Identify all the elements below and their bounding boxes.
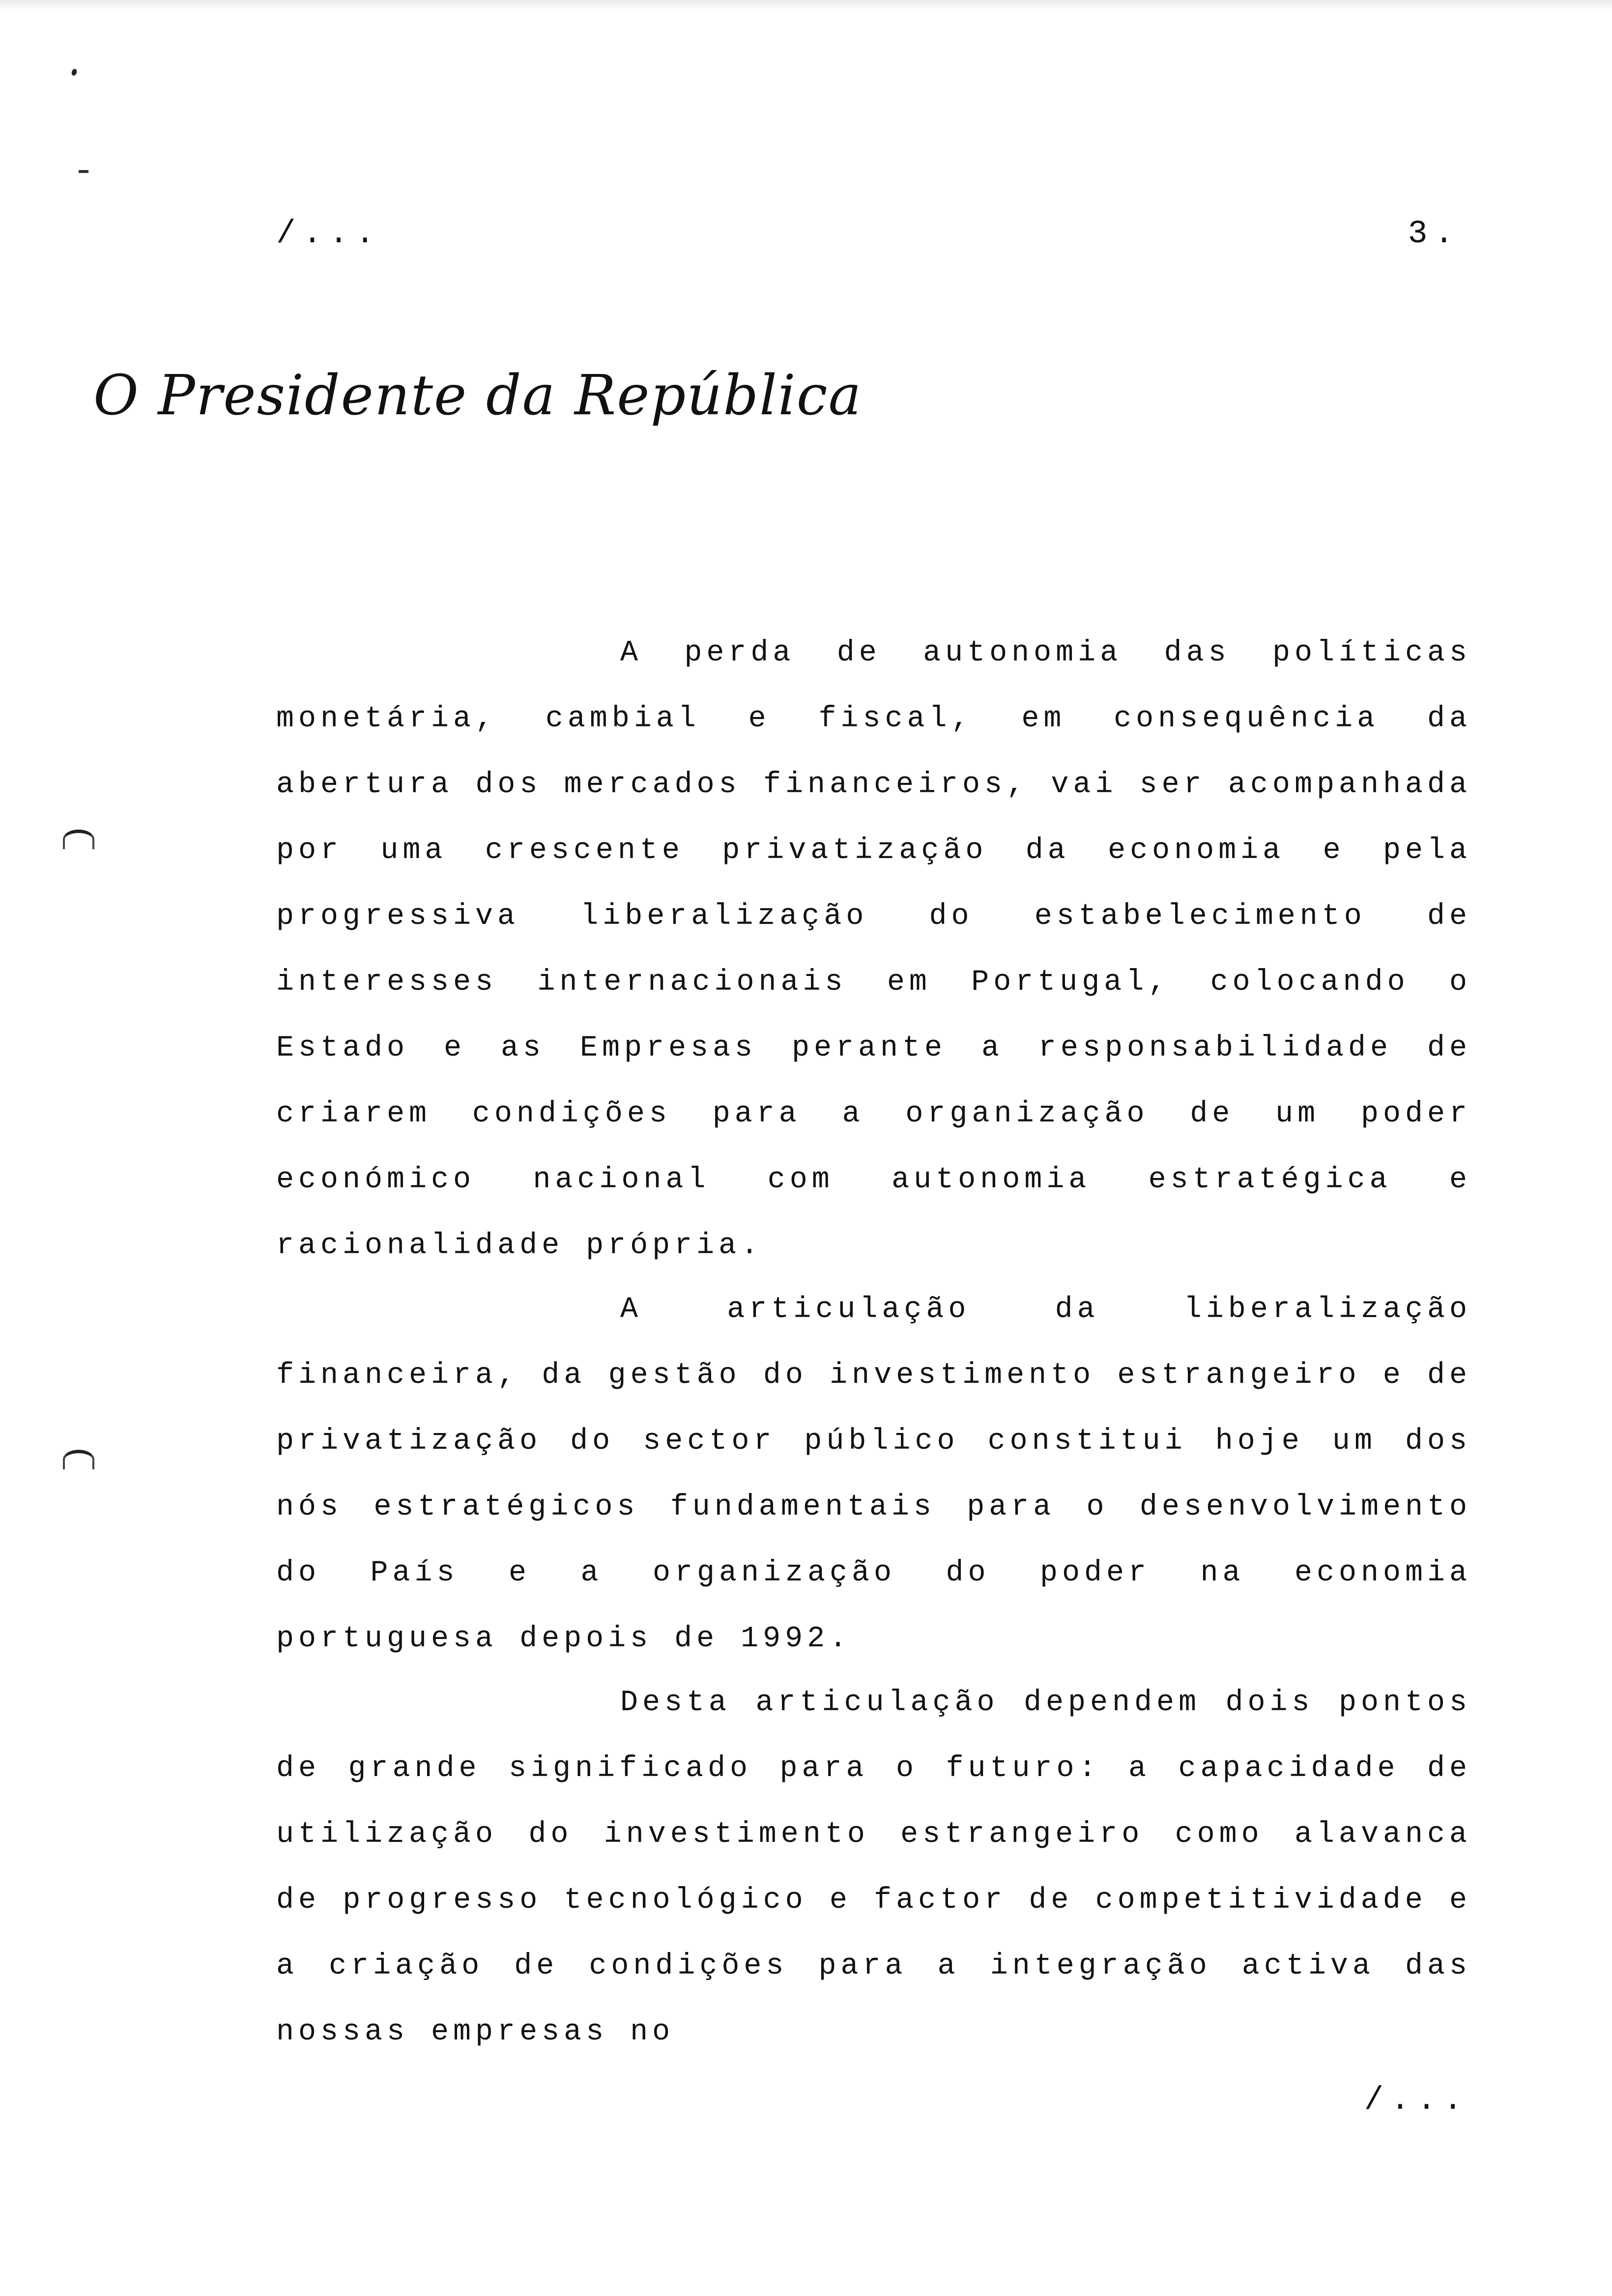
paragraph-1	[276, 620, 1471, 1279]
paragraph-text: Desta articulação dependem dois pontos de grande significado para o futuro: a capacidade de utilização do investimento estrangeiro como alavanca de progresso tecnológico e factor de competitividade e a criação de condições para a integração activa das nossas empresas no	[276, 1686, 1471, 2049]
continuation-marker-bottom: /...	[1364, 2082, 1469, 2119]
paragraph-text: A articulação da liberalização financeira, da gestão do investimento estrangeiro e de privatização do sector público constitui hoje um dos nós estratégicos fundamentais para o desenvolvimento do País e a organização do poder na economia portuguesa depois de 1992.	[276, 1293, 1471, 1656]
page-number: 3.	[1408, 215, 1461, 252]
punch-hole-mark	[63, 830, 94, 849]
paragraph-3	[276, 1670, 1471, 2065]
paragraph-text: A perda de autonomia das políticas monetária, cambial e fiscal, em consequência da abertura dos mercados financeiros, vai ser acompanhada por uma crescente privatização da economia e pela progressiva liberalização do estabelecimento de interesses internacionais em Portugal, colocando o Estado e as Empresas perante a responsabilidade de criarem condições para a organização de um poder económico nacional com autonomia estratégica e racionalidade própria.	[276, 636, 1471, 1263]
punch-hole-mark	[63, 1450, 94, 1469]
paragraph-2	[276, 1277, 1471, 1672]
scan-edge-shadow	[0, 0, 1612, 11]
stray-mark	[79, 170, 88, 173]
letterhead-title: O Presidente da República	[93, 364, 863, 428]
continuation-marker-top: /...	[276, 215, 382, 252]
stray-mark	[71, 68, 78, 77]
